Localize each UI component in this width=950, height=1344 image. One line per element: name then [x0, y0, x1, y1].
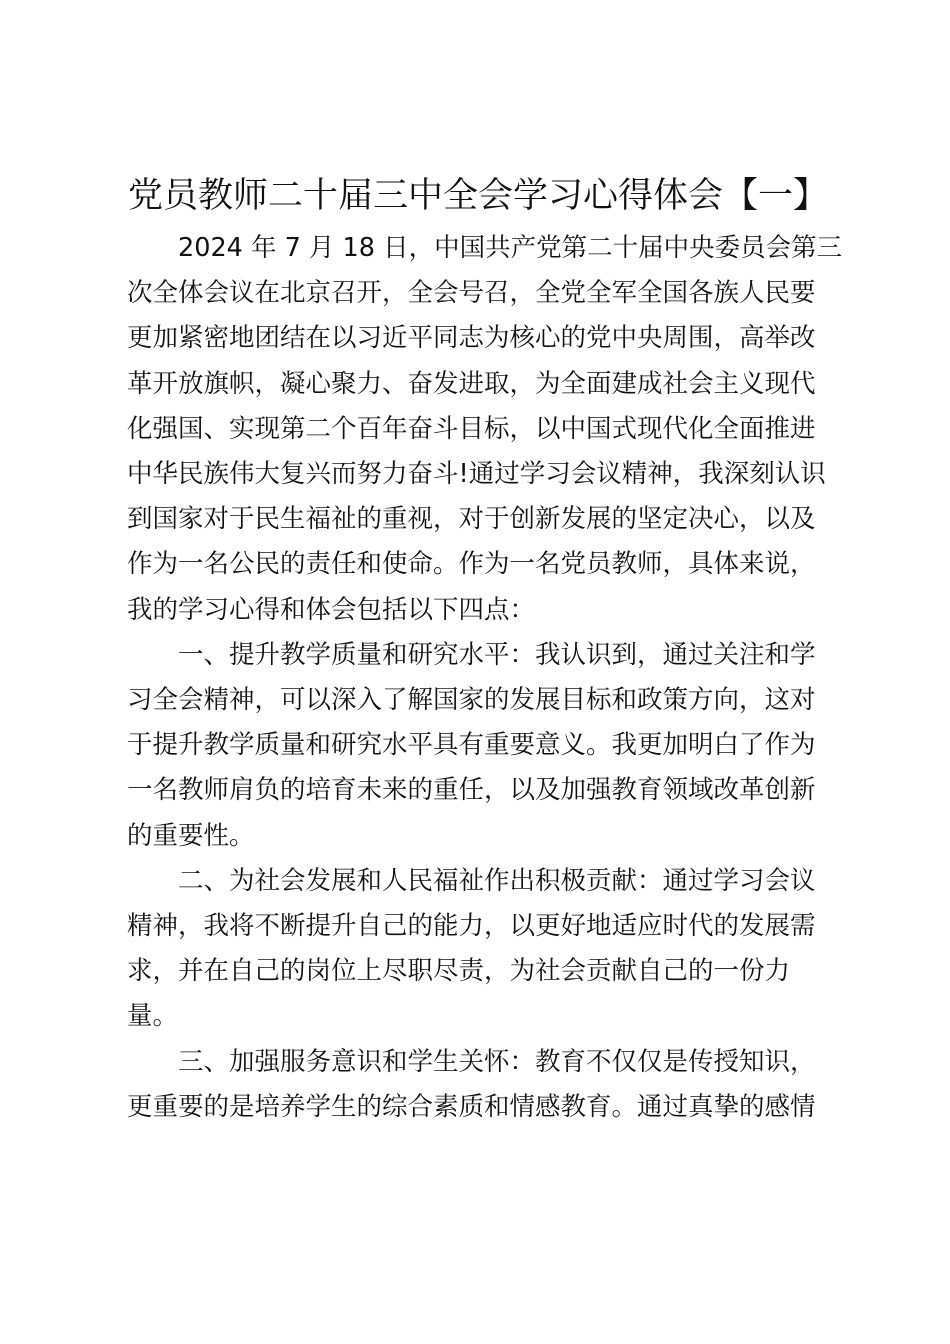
paragraph-line: 习全会精神，可以深入了解国家的发展目标和政策方向，这对 [127, 685, 816, 716]
paragraph-point-one [127, 633, 832, 859]
paragraph-line: 次全体会议在北京召开，全会号召，全党全军全国各族人民要 [127, 278, 816, 309]
paragraph-line: 二、为社会发展和人民福祉作出积极贡献：通过学习会议 [178, 865, 816, 896]
paragraph-line: 一、提升教学质量和研究水平：我认识到，通过关注和学 [178, 639, 816, 670]
paragraph-line: 于提升教学质量和研究水平具有重要意义。我更加明白了作为 [127, 730, 816, 761]
paragraph-point-two [127, 859, 832, 1040]
paragraph-line: 求，并在自己的岗位上尽职尽责，为社会贡献自己的一份力 [127, 956, 791, 987]
paragraph-line: 化强国、实现第二个百年奋斗目标，以中国式现代化全面推进 [127, 413, 816, 444]
paragraph-line: 我的学习心得和体会包括以下四点： [127, 594, 536, 625]
paragraph-line: 到国家对于民生福祉的重视，对于创新发展的坚定决心，以及 [127, 504, 816, 535]
document-title: 党员教师二十届三中全会学习心得体会【一】 [128, 176, 829, 216]
paragraph-line: 量。 [127, 1001, 179, 1032]
paragraph-line: 一名教师肩负的培育未来的重任，以及加强教育领域改革创新 [127, 775, 816, 806]
paragraph-line: 的重要性。 [127, 820, 255, 851]
paragraph-point-three [127, 1040, 832, 1130]
document-body [127, 226, 843, 1130]
paragraph-line: 更加紧密地团结在以习近平同志为核心的党中央周围，高举改 [127, 323, 816, 354]
paragraph-line: 作为一名公民的责任和使命。作为一名党员教师，具体来说， [127, 549, 816, 580]
paragraph-line: 精神，我将不断提升自己的能力，以更好地适应时代的发展需 [127, 911, 816, 942]
paragraph-line: 更重要的是培养学生的综合素质和情感教育。通过真挚的感情 [127, 1091, 816, 1122]
paragraph-line: 2024 年 7 月 18 日，中国共产党第二十届中央委员会第三 [178, 233, 843, 263]
paragraph-line: 革开放旗帜，凝心聚力、奋发进取，为全面建成社会主义现代 [127, 368, 816, 399]
paragraph-intro [127, 226, 843, 633]
paragraph-line: 中华民族伟大复兴而努力奋斗!通过学习会议精神，我深刻认识 [127, 459, 826, 490]
paragraph-line: 三、加强服务意识和学生关怀：教育不仅仅是传授知识， [178, 1046, 816, 1077]
